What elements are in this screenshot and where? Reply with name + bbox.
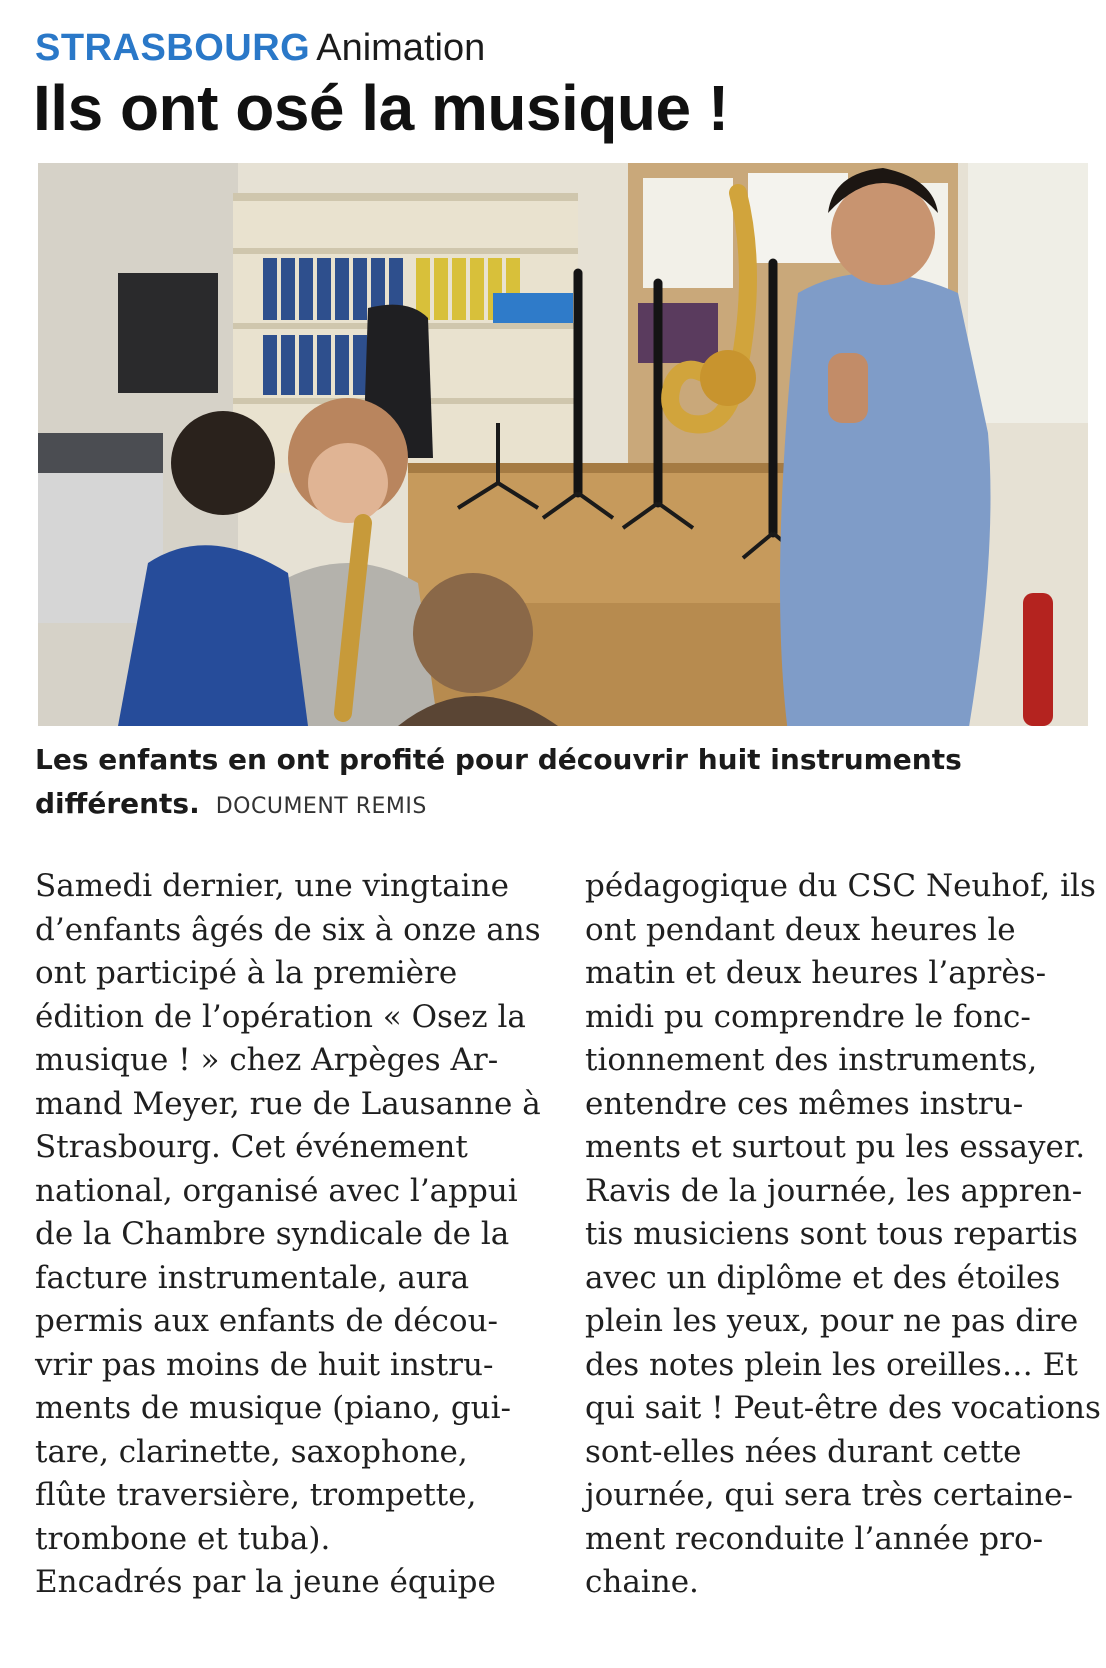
article-line: avec un diplôme et des étoiles — [585, 1259, 1061, 1296]
article-line: journée, qui sera très certaine- — [585, 1477, 1073, 1513]
article-line: ont pendant deux heures le — [585, 911, 1016, 948]
article-line: musique ! » chez Arpèges Ar- — [35, 1042, 499, 1078]
article-line: permis aux enfants de décou- — [35, 1303, 499, 1339]
photo-credit: DOCUMENT REMIS — [215, 794, 427, 819]
article-line: édition de l’opération « Osez la — [35, 998, 526, 1035]
article-line: tis musiciens sont tous repartis — [585, 1216, 1078, 1252]
article-line: d’enfants âgés de six à onze ans — [35, 911, 541, 948]
photo-caption — [35, 738, 1075, 829]
article-line: tionnement des instruments, — [585, 1042, 1038, 1078]
article-line: Samedi dernier, une vingtaine — [35, 868, 509, 904]
article-line: trombone et tuba). — [35, 1520, 331, 1557]
article-line: ont participé à la première — [35, 955, 458, 991]
article-line: de la Chambre syndicale de la — [35, 1216, 510, 1252]
article-line: midi pu comprendre le fonc- — [585, 998, 1031, 1035]
article-line: des notes plein les oreilles… Et — [585, 1346, 1078, 1383]
article-column-left — [35, 865, 541, 1605]
article-line: qui sait ! Peut-être des vocations — [585, 1390, 1101, 1426]
article-line: tare, clarinette, saxophone, — [35, 1433, 468, 1470]
article-kicker — [35, 22, 485, 74]
article-photo — [38, 163, 1088, 726]
article-line: Encadrés par la jeune équipe — [35, 1564, 496, 1600]
article-line: ments et surtout pu les essayer. — [585, 1129, 1086, 1165]
article-line: Ravis de la journée, les appren- — [585, 1172, 1083, 1209]
article-line: national, organisé avec l’appui — [35, 1172, 518, 1209]
article-line: matin et deux heures l’après- — [585, 955, 1047, 991]
article-line: facture instrumentale, aura — [35, 1259, 470, 1296]
caption-text: Les enfants en ont profité pour découvrir huit instruments différents. — [35, 743, 962, 820]
photo-children-instruments-icon — [38, 163, 1088, 726]
article-line: Strasbourg. Cet événement — [35, 1129, 468, 1165]
article-column-right — [585, 865, 1101, 1605]
article-line: entendre ces mêmes instru- — [585, 1085, 1024, 1122]
article-line: chaine. — [585, 1564, 699, 1600]
article-line: flûte traversière, trompette, — [35, 1477, 477, 1513]
article-line: mand Meyer, rue de Lausanne à — [35, 1085, 541, 1122]
article-headline: Ils ont osé la musique ! — [33, 72, 729, 144]
article-line: pédagogique du CSC Neuhof, ils — [585, 868, 1096, 904]
rubric-label: Animation — [316, 27, 486, 69]
article-line: ments de musique (piano, gui- — [35, 1390, 512, 1426]
article-line: ment reconduite l’année pro- — [585, 1520, 1044, 1557]
article-line: plein les yeux, pour ne pas dire — [585, 1303, 1079, 1339]
article-line: vrir pas moins de huit instru- — [35, 1346, 494, 1383]
city-label: STRASBOURG — [35, 27, 311, 69]
article-line: sont-elles nées durant cette — [585, 1433, 1022, 1470]
